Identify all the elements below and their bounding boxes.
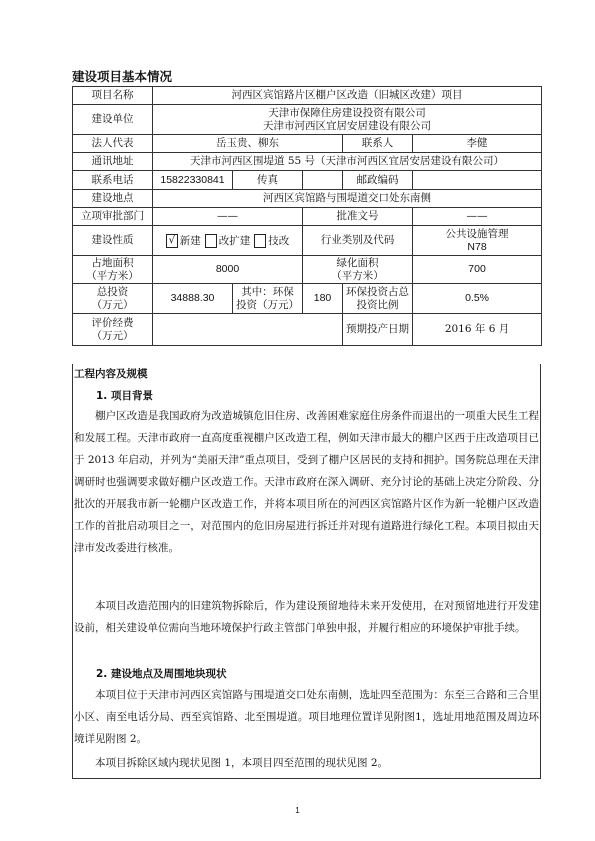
page-title: 建设项目基本情况 (72, 69, 173, 84)
approval-value: —— (153, 208, 303, 226)
green-label-2: （平方米） (331, 269, 384, 282)
unit-label: 建设单位 (73, 105, 153, 135)
checkbox-expand[interactable] (205, 234, 217, 248)
fax-label: 传真 (233, 171, 303, 190)
evaluation-label-2: （万元） (91, 329, 134, 342)
project-name-label: 项目名称 (73, 87, 153, 105)
address-label: 通讯地址 (73, 153, 153, 171)
row-project-name (73, 87, 542, 105)
subsection-location: 2. 建设地点及周围地块现状 (96, 668, 227, 680)
ratio-value: 0.5% (413, 284, 542, 314)
date-value: 2016 年 6 月 (413, 314, 542, 346)
site-label: 建设地点 (73, 190, 153, 208)
doc-label: 批准文号 (303, 208, 413, 226)
approval-label: 立项审批部门 (73, 208, 153, 226)
checkbox-tech[interactable] (254, 234, 266, 248)
basic-info-table (72, 86, 542, 346)
row-approval (73, 208, 542, 226)
phone-value: 15822330841 (153, 171, 233, 190)
unit-value-2: 天津市河西区宜居安居建设有限公司 (263, 119, 432, 132)
area-label (73, 256, 153, 284)
row-unit (73, 105, 542, 135)
evaluation-label (73, 314, 153, 346)
nature-options (153, 226, 303, 256)
zip-label: 邮政编码 (343, 171, 413, 190)
legal-label: 法人代表 (73, 135, 153, 153)
evaluation-label-1: 评价经费 (91, 316, 134, 329)
unit-value-1: 天津市保障住房建设投资有限公司 (268, 106, 426, 119)
env-invest-label (233, 284, 303, 314)
paragraph-reserve: 本项目改造范围内的旧建筑物拆除后，作为建设预留地待未来开发使用，在对预留地进行开发建设前，相关建设单位需向当地环境保护行政主管部门单独申报，并履行相应的环境保护审批手续。 (74, 600, 539, 634)
row-phone (73, 171, 542, 190)
fax-value (303, 171, 343, 190)
address-value: 天津市河西区围堤道 55 号（天津市河西区宜居安居建设有限公司） (153, 153, 542, 171)
env-invest-label-1: 其中：环保 (241, 285, 294, 298)
row-nature (73, 226, 542, 256)
site-value: 河西区宾馆路与围堤道交口处东南侧 (153, 190, 542, 208)
page-number: 1 (295, 806, 300, 815)
project-name-value: 河西区宾馆路片区棚户区改造（旧城区改建）项目 (153, 87, 542, 105)
legal-value: 岳玉贵、柳东 (153, 135, 343, 153)
green-label-1: 绿化面积 (336, 256, 379, 269)
doc-value: —— (413, 208, 542, 226)
row-address (73, 153, 542, 171)
ratio-label (343, 284, 413, 314)
row-area (73, 256, 542, 284)
env-invest-label-2: 投资（万元） (236, 298, 299, 311)
option-tech-label: 技改 (268, 234, 290, 247)
contact-label: 联系人 (343, 135, 413, 153)
row-legal (73, 135, 542, 153)
checkbox-new-checked[interactable]: √ (166, 234, 178, 248)
evaluation-value (153, 314, 343, 346)
section-title: 工程内容及规模 (74, 368, 148, 380)
subsection-background: 1. 项目背景 (96, 390, 153, 402)
contact-value: 李健 (413, 135, 542, 153)
industry-value-2: N78 (467, 240, 487, 253)
row-evaluation (73, 314, 542, 346)
row-site (73, 190, 542, 208)
ratio-label-1: 环保投资占总 (346, 285, 409, 298)
row-invest (73, 284, 542, 314)
option-expand-label: 改扩建 (218, 234, 251, 247)
invest-label-2: （万元） (91, 298, 134, 311)
green-value: 700 (413, 256, 542, 284)
date-label: 预期投产日期 (343, 314, 413, 346)
ratio-label-2: 投资比例 (356, 298, 399, 311)
area-label-2: （平方米） (86, 269, 139, 282)
option-new-label: 新建 (179, 234, 201, 247)
industry-label: 行业类别及代码 (303, 226, 413, 256)
invest-label-1: 总投资 (96, 285, 129, 298)
paragraph-figures: 本项目拆除区域内现状见图 1，本项目四至范围的现状见图 2。 (95, 757, 389, 769)
paragraph-location: 本项目位于天津市河西区宾馆路与围堤道交口处东南侧，选址四至范围为：东至三合路和三合里小区、南至电话分局、西至宾馆路、北至围堤道。项目地理位置详见附图1，选址用地范围及周边环境详见附图 2。 (74, 689, 539, 745)
paragraph-background: 棚户区改造是我国政府为改造城镇危旧住房、改善困难家庭住房条件而退出的一项重大民生工程和发展工程。天津市政府一直高度重视棚户区改造工程，例如天津市最大的棚户区西于庄改造项目已于 2013 年启动，并列为“美丽天津”重点项目，受到了棚户区居民的支持和拥护。国务院总理在天津调研时也强调要求做好棚户区改造工作。天津市政府在深入调研、充分讨论的基础上决定分阶段、分批次的开展我市新一轮棚户区改造工作，并将本项目所在的河西区宾馆路片区作为新一轮棚户区改造工作的首批启动项目之一，对范围内的危旧房屋进行拆迁并对现有道路进行绿化工程。本项目拟由天津市发改委进行核准。 (74, 410, 539, 554)
industry-value-1: 公共设施管理 (445, 227, 509, 240)
industry-value (413, 226, 542, 256)
area-value: 8000 (153, 256, 303, 284)
area-label-1: 占地面积 (91, 256, 134, 269)
invest-value: 34888.30 (153, 284, 233, 314)
zip-value (413, 171, 542, 190)
invest-label (73, 284, 153, 314)
nature-label: 建设性质 (73, 226, 153, 256)
green-label (303, 256, 413, 284)
unit-value (153, 105, 542, 135)
env-invest-value: 180 (303, 284, 343, 314)
phone-label: 联系电话 (73, 171, 153, 190)
